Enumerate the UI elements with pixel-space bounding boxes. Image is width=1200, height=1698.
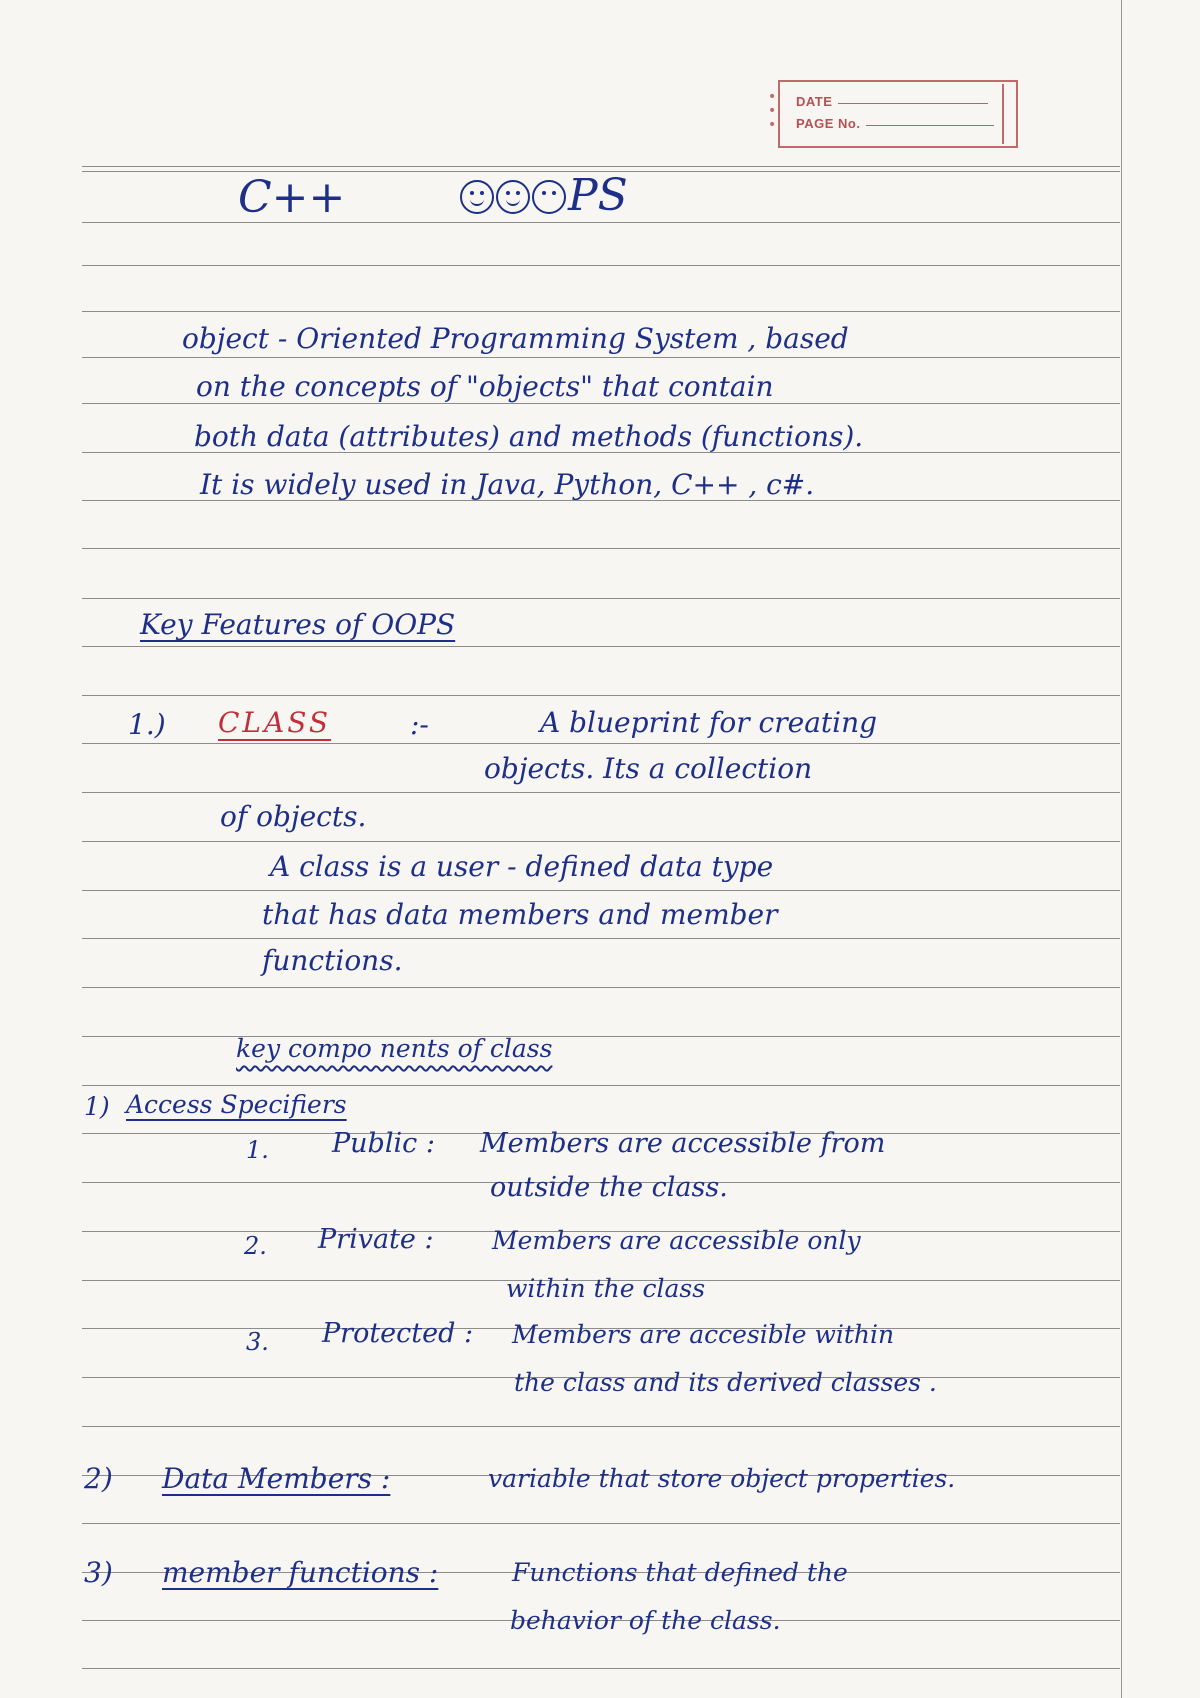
rule-line: [82, 1426, 1120, 1427]
rule-line: [82, 403, 1120, 404]
data-members-title: Data Members :: [162, 1462, 391, 1495]
rule-line: [82, 311, 1120, 312]
o-letter-icon: [532, 180, 566, 214]
member-functions-number: 3): [84, 1556, 113, 1589]
member-functions-title: member functions :: [162, 1556, 439, 1589]
protected-label: Protected :: [322, 1318, 474, 1349]
class-definition-line: A class is a user - defined data type: [270, 850, 774, 883]
rule-line: [82, 548, 1120, 549]
protected-description: the class and its derived classes .: [514, 1368, 937, 1397]
private-description: within the class: [506, 1274, 706, 1303]
rule-line: [82, 792, 1120, 793]
private-number: 2.: [244, 1232, 267, 1260]
data-members-description: variable that store object properties.: [488, 1464, 956, 1493]
date-page-box: [778, 80, 1018, 148]
intro-line: on the concepts of "objects" that contain: [196, 370, 774, 403]
features-heading: Key Features of OOPS: [140, 608, 456, 641]
protected-description: Members are accesible within: [512, 1320, 895, 1349]
class-definition-line: that has data members and member: [262, 898, 778, 931]
binder-rings: • • •: [768, 89, 777, 133]
protected-number: 3.: [246, 1328, 269, 1356]
data-members-number: 2): [84, 1462, 113, 1495]
rule-line: [82, 938, 1120, 939]
rule-line: [82, 646, 1120, 647]
public-description: outside the class.: [490, 1172, 728, 1203]
intro-line: object - Oriented Programming System , based: [182, 322, 849, 355]
smiley-icon: [460, 180, 494, 214]
intro-line: It is widely used in Java, Python, C++ , c#.: [200, 468, 815, 501]
private-label: Private :: [318, 1224, 434, 1255]
public-description: Members are accessible from: [480, 1128, 886, 1159]
class-definition-line: functions.: [262, 944, 403, 977]
rule-line: [82, 987, 1120, 988]
class-term: CLASS: [218, 706, 332, 739]
rule-line: [82, 841, 1120, 842]
public-label: Public :: [332, 1128, 435, 1159]
intro-line: both data (attributes) and methods (functions).: [194, 420, 864, 453]
smiley-icon: [496, 180, 530, 214]
class-definition-line: A blueprint for creating: [540, 706, 878, 739]
rule-line: [82, 1668, 1120, 1669]
class-definition-line: of objects.: [220, 800, 367, 833]
private-description: Members are accessible only: [492, 1226, 861, 1255]
item-number: 1.): [128, 708, 166, 741]
member-functions-description: Functions that defined the: [512, 1558, 848, 1587]
rule-line: [82, 890, 1120, 891]
rule-line: [82, 598, 1120, 599]
title-topic: PS: [568, 170, 628, 221]
rule-line: [82, 695, 1120, 696]
rule-line: [82, 1523, 1120, 1524]
rule-line: [82, 1085, 1120, 1086]
public-number: 1.: [246, 1136, 269, 1164]
components-heading: key compo nents of class: [236, 1034, 553, 1063]
access-specifiers-title: Access Specifiers: [126, 1090, 347, 1119]
member-functions-description: behavior of the class.: [510, 1606, 781, 1635]
page-edge: [1121, 0, 1122, 1698]
item-separator: :-: [410, 708, 429, 741]
date-field: DATE: [796, 94, 988, 109]
page-number-field: PAGE No.: [796, 116, 994, 131]
access-number: 1): [84, 1092, 110, 1121]
rule-line: [82, 166, 1120, 167]
rule-line: [82, 265, 1120, 266]
class-definition-line: objects. Its a collection: [484, 752, 813, 785]
rule-line: [82, 357, 1120, 358]
title-language: C++: [238, 172, 346, 223]
rule-line: [82, 743, 1120, 744]
